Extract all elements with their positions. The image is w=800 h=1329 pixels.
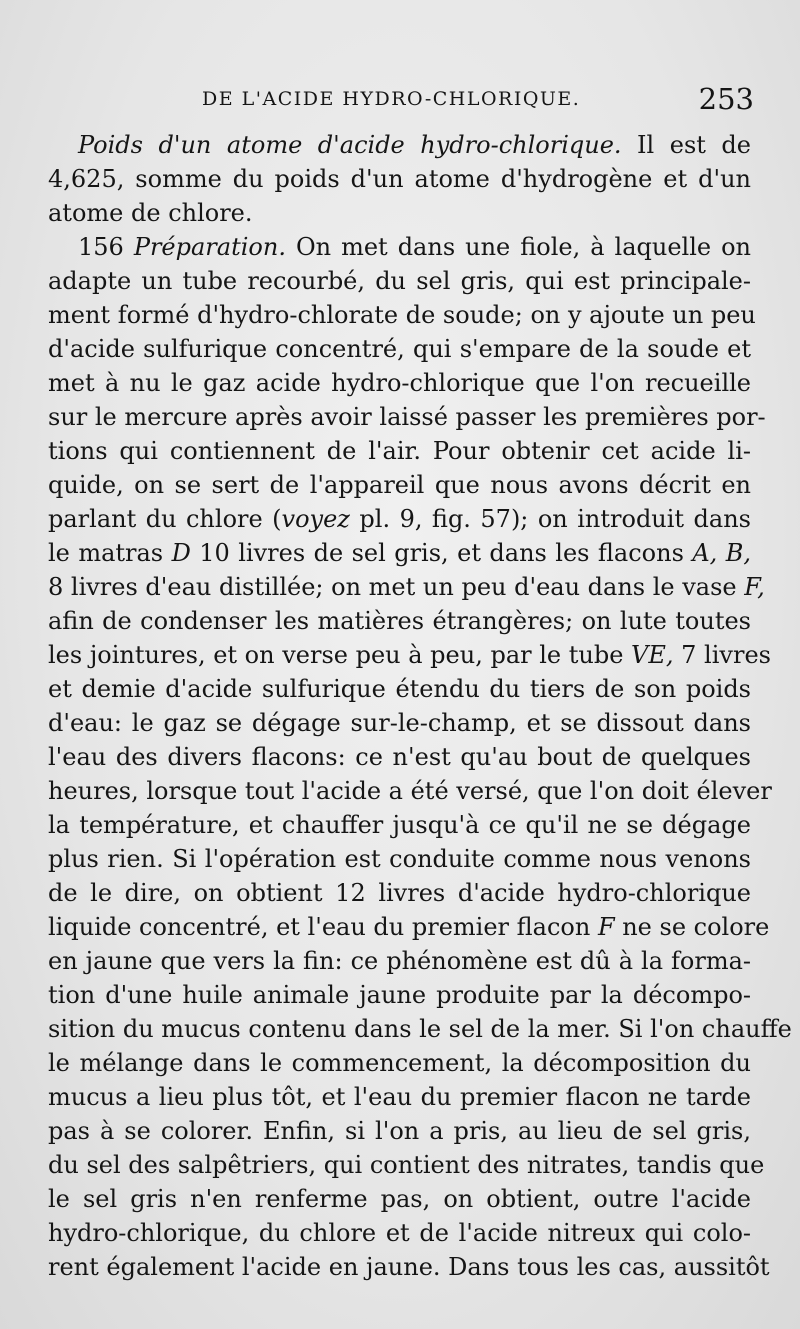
text-run: rent également l'acide en jaune. Dans tous les cas, aussitôt	[48, 1253, 770, 1281]
text-run: 4,625, somme du poids d'un atome d'hydrogène et d'un	[48, 165, 751, 193]
text-line	[48, 366, 751, 400]
text-run: liquide concentré, et l'eau du premier flacon	[48, 913, 598, 941]
text-run: tions qui contiennent de l'air. Pour obtenir cet acide li-	[48, 437, 751, 465]
page-number: 253	[698, 82, 754, 116]
text-run: Il est de	[621, 131, 752, 159]
text-run: sur le mercure après avoir laissé passer les premières por-	[48, 403, 766, 431]
text-line	[48, 944, 751, 978]
text-run: 8 livres d'eau distillée; on met un peu d'eau dans le vase	[48, 573, 745, 601]
text-line	[48, 706, 751, 740]
text-run: 156	[78, 233, 134, 261]
text-run: mucus a lieu plus tôt, et l'eau du premier flacon ne tarde	[48, 1083, 751, 1111]
text-run: hydro-chlorique, du chlore et de l'acide nitreux qui colo-	[48, 1219, 751, 1247]
text-line	[48, 876, 751, 910]
text-run: le matras	[48, 539, 172, 567]
text-line	[48, 1012, 792, 1046]
text-line	[48, 332, 751, 366]
text-line	[48, 434, 751, 468]
text-line	[48, 978, 751, 1012]
text-run: pl. 9, fig. 57); on introduit dans	[349, 505, 751, 533]
text-run: adapte un tube recourbé, du sel gris, qui est principale-	[48, 267, 751, 295]
text-line	[48, 672, 751, 706]
text-run: met à nu le gaz acide hydro-chlorique que l'on recueille	[48, 369, 751, 397]
text-line	[48, 162, 751, 196]
text-run: tion d'une huile animale jaune produite par la décompo-	[48, 981, 751, 1009]
text-run: du sel des salpêtriers, qui contient des nitrates, tandis que	[48, 1151, 765, 1179]
text-run: le sel gris n'en renferme pas, on obtient, outre l'acide	[48, 1185, 751, 1213]
text-run: quide, on se sert de l'appareil que nous avons décrit en	[48, 471, 751, 499]
text-run: en jaune que vers la fin: ce phénomène est dû à la forma-	[48, 947, 751, 975]
text-run: ne se colore	[614, 913, 770, 941]
text-line	[48, 1114, 751, 1148]
text-line	[48, 1148, 765, 1182]
text-run: la température, et chauffer jusqu'à ce qu'il ne se dégage	[48, 811, 751, 839]
text-line	[48, 842, 751, 876]
body-text	[48, 128, 792, 1284]
text-run: le mélange dans le commencement, la décomposition du	[48, 1049, 751, 1077]
italic-text: A, B,	[692, 539, 752, 567]
italic-text: F	[597, 913, 615, 941]
text-line	[48, 570, 765, 604]
text-run: 10 livres de sel gris, et dans les flacons	[190, 539, 693, 567]
text-line	[48, 298, 756, 332]
text-run: d'eau: le gaz se dégage sur-le-champ, et se dissout dans	[48, 709, 751, 737]
text-line	[48, 536, 751, 570]
italic-text: Poids d'un atome d'acide hydro-chlorique.	[78, 131, 622, 159]
text-run: On met dans une fiole, à laquelle on	[285, 233, 751, 261]
text-run: afin de condenser les matières étrangères; on lute toutes	[48, 607, 751, 635]
text-line	[48, 196, 751, 230]
text-line	[48, 774, 772, 808]
text-run: d'acide sulfurique concentré, qui s'empare de la soude et	[48, 335, 751, 363]
text-line	[48, 638, 771, 672]
text-line	[48, 910, 770, 944]
text-line	[48, 1250, 770, 1284]
text-run: l'eau des divers flacons: ce n'est qu'au bout de quelques	[48, 743, 751, 771]
text-run: et demie d'acide sulfurique étendu du tiers de son poids	[48, 675, 751, 703]
text-line	[48, 230, 751, 264]
text-line	[48, 604, 751, 638]
text-line	[48, 808, 751, 842]
running-head: DE L'ACIDE HYDRO-CHLORIQUE.	[202, 88, 581, 110]
italic-text: Préparation.	[133, 233, 286, 261]
page-header	[0, 82, 800, 120]
text-run: pas à se colorer. Enfin, si l'on a pris, au lieu de sel gris,	[48, 1117, 751, 1145]
italic-text: F,	[744, 573, 765, 601]
text-run: atome de chlore.	[48, 199, 253, 227]
text-line	[48, 1046, 751, 1080]
text-run: de le dire, on obtient 12 livres d'acide hydro-chlorique	[48, 879, 751, 907]
text-run: heures, lorsque tout l'acide a été versé, que l'on doit élever	[48, 777, 772, 805]
text-run: sition du mucus contenu dans le sel de la mer. Si l'on chauffe	[48, 1015, 792, 1043]
text-line	[48, 1080, 751, 1114]
text-run: 7 livres	[673, 641, 771, 669]
text-run: ment formé d'hydro-chlorate de soude; on y ajoute un peu	[48, 301, 756, 329]
italic-text: VE,	[631, 641, 674, 669]
text-line	[48, 128, 751, 162]
italic-text: voyez	[281, 505, 350, 533]
text-line	[48, 264, 751, 298]
text-line	[48, 740, 751, 774]
text-run: parlant du chlore (	[48, 505, 282, 533]
text-line	[48, 1182, 751, 1216]
text-line	[48, 400, 766, 434]
italic-text: D	[171, 539, 191, 567]
text-line	[48, 502, 751, 536]
text-line	[48, 468, 751, 502]
text-run: les jointures, et on verse peu à peu, par le tube	[48, 641, 632, 669]
text-line	[48, 1216, 751, 1250]
text-run: plus rien. Si l'opération est conduite comme nous venons	[48, 845, 751, 873]
